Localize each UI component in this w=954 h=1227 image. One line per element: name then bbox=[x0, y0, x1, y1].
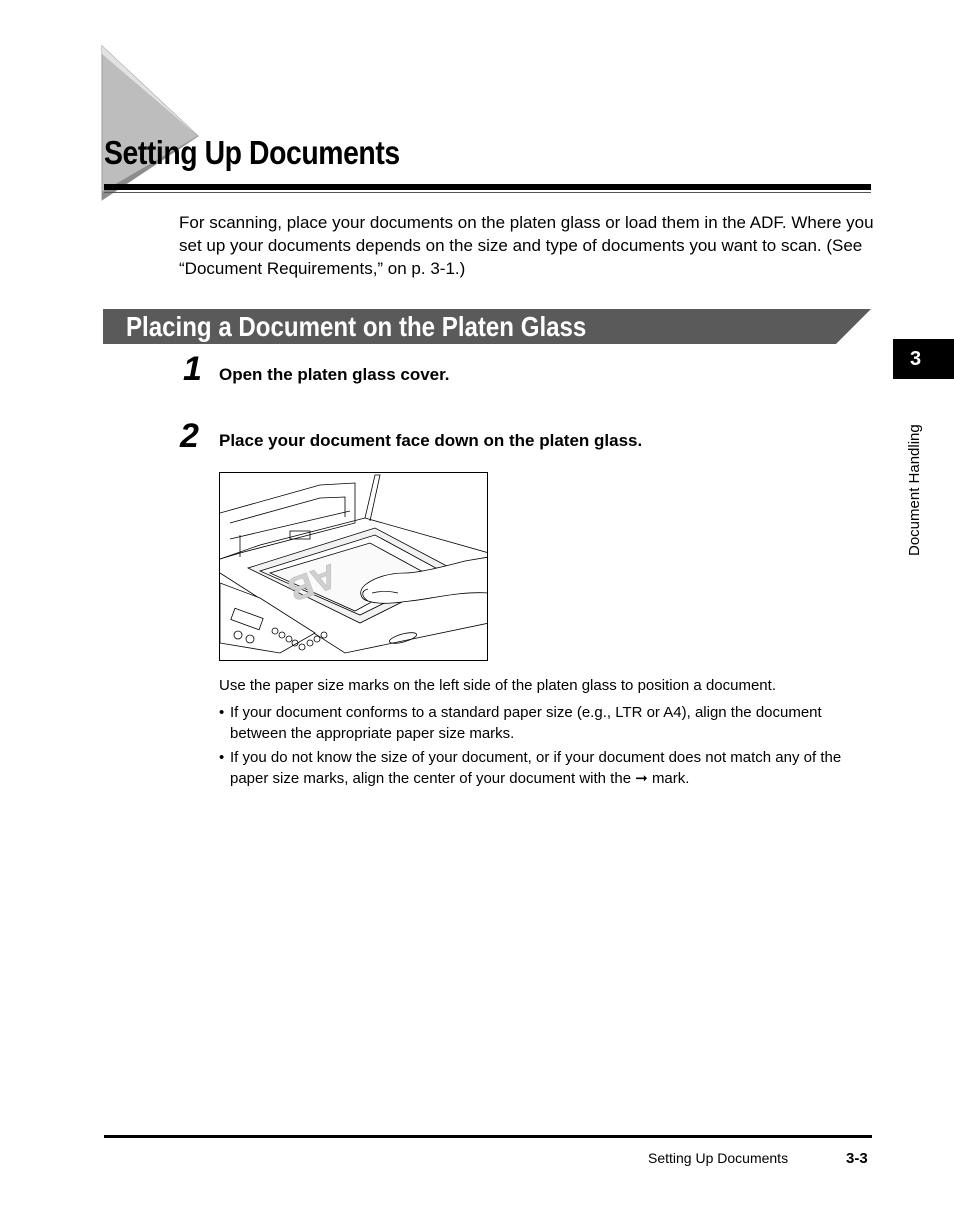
footer-page-number: 3-3 bbox=[846, 1150, 868, 1167]
list-item bbox=[219, 747, 869, 789]
title-decoration-triangle bbox=[100, 44, 200, 202]
step-1-text: Open the platen glass cover. bbox=[219, 365, 450, 384]
section-title: Placing a Document on the Platen Glass bbox=[126, 311, 587, 342]
bullet-list bbox=[219, 702, 869, 792]
page-title: Setting Up Documents bbox=[104, 134, 400, 171]
note-text: Use the paper size marks on the left side of the platen glass to position a document. bbox=[219, 677, 776, 694]
chapter-side-label: Document Handling bbox=[906, 424, 923, 556]
scanner-illustration bbox=[219, 472, 488, 661]
step-2-number: 2 bbox=[180, 417, 199, 455]
footer-rule bbox=[104, 1135, 872, 1138]
step-2-text: Place your document face down on the platen glass. bbox=[219, 431, 643, 450]
bullet-dot: • bbox=[219, 749, 225, 766]
intro-paragraph: For scanning, place your documents on the platen glass or load them in the ADF. Where you set up your documents depends on the size and type of documents you want to scan. (See “Document Requirements,” on p. 3-1.) bbox=[179, 213, 874, 278]
document-letters: AB bbox=[282, 556, 342, 609]
step-1-number: 1 bbox=[183, 350, 202, 388]
bullet-dot: • bbox=[219, 704, 225, 721]
bullet-text: If your document conforms to a standard paper size (e.g., LTR or A4), align the document between the appropriate paper size marks. bbox=[230, 704, 822, 742]
scanner-drawing bbox=[220, 473, 488, 661]
title-rule bbox=[104, 184, 871, 190]
chapter-number: 3 bbox=[909, 348, 922, 370]
list-item bbox=[219, 702, 869, 744]
title-rule-thin bbox=[104, 192, 871, 193]
chapter-tab bbox=[893, 339, 954, 379]
footer-section-title: Setting Up Documents bbox=[648, 1150, 789, 1166]
bullet-text: If you do not know the size of your document, or if your document does not match any of the paper size marks, align the center of your document with the ➞ mark. bbox=[230, 749, 842, 787]
